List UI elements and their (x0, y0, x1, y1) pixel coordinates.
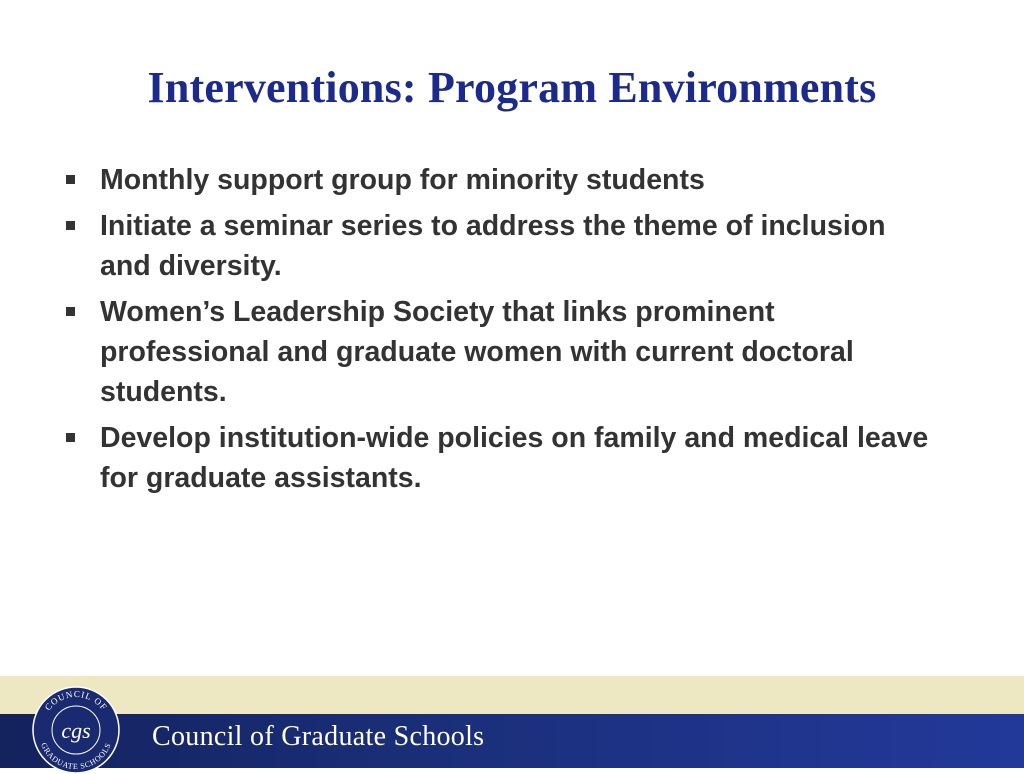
bullet-text: Women’s Leadership Society that links prominent professional and graduate women with current doctoral students. (100, 296, 854, 408)
square-bullet-icon (66, 175, 75, 184)
bullet-text: Initiate a seminar series to address the theme of inclusion and diversity. (100, 210, 886, 282)
bullet-list (62, 160, 942, 504)
square-bullet-icon (66, 433, 75, 442)
square-bullet-icon (66, 307, 75, 316)
square-bullet-icon (66, 221, 75, 230)
bullet-item (62, 206, 942, 286)
footer-banner (0, 676, 1024, 772)
bullet-item (62, 160, 942, 200)
organization-name: Council of Graduate Schools (152, 721, 485, 752)
bullet-item (62, 418, 942, 498)
seal-bottom-text: GRADUATE SCHOOLS (39, 741, 113, 772)
bullet-text: Monthly support group for minority students (100, 164, 705, 196)
bullet-text: Develop institution-wide policies on family and medical leave for graduate assistants. (100, 422, 929, 494)
footer-light-band (0, 676, 1024, 714)
cgs-seal-logo (26, 684, 126, 774)
bullet-item (62, 292, 942, 412)
seal-top-text: COUNCIL OF (42, 688, 110, 713)
seal-monogram: cgs (61, 718, 91, 743)
slide-title: Interventions: Program Environments (147, 63, 877, 112)
